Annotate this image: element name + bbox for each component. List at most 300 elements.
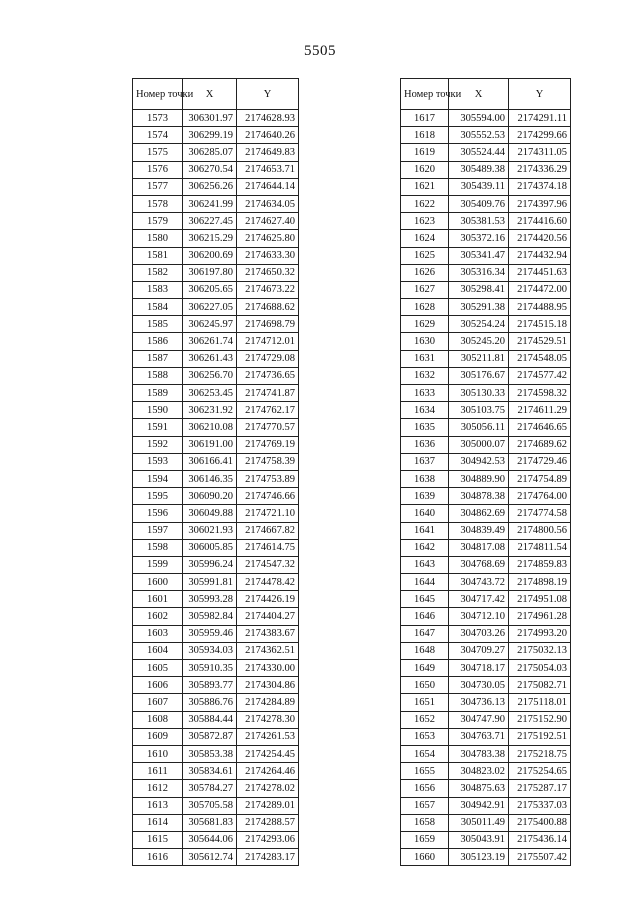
y-coordinate-cell: 2174293.06 xyxy=(237,831,299,848)
table-row xyxy=(133,281,299,298)
x-coordinate-cell: 304763.71 xyxy=(449,728,509,745)
header-y: Y xyxy=(237,79,299,110)
table-row xyxy=(133,574,299,591)
point-number-cell: 1625 xyxy=(401,247,449,264)
y-coordinate-cell: 2175054.03 xyxy=(509,660,571,677)
y-coordinate-cell: 2174628.93 xyxy=(237,110,299,127)
x-coordinate-cell: 304717.42 xyxy=(449,591,509,608)
point-number-cell: 1632 xyxy=(401,367,449,384)
y-coordinate-cell: 2174451.63 xyxy=(509,264,571,281)
point-number-cell: 1630 xyxy=(401,333,449,350)
x-coordinate-cell: 306261.74 xyxy=(183,333,237,350)
x-coordinate-cell: 305130.33 xyxy=(449,385,509,402)
y-coordinate-cell: 2174278.30 xyxy=(237,711,299,728)
point-number-cell: 1648 xyxy=(401,642,449,659)
point-number-cell: 1578 xyxy=(133,195,183,212)
table-row xyxy=(133,299,299,316)
x-coordinate-cell: 305409.76 xyxy=(449,195,509,212)
table-row xyxy=(133,470,299,487)
y-coordinate-cell: 2174614.75 xyxy=(237,539,299,556)
table-row xyxy=(133,849,299,866)
x-coordinate-cell: 305489.38 xyxy=(449,161,509,178)
y-coordinate-cell: 2174951.08 xyxy=(509,591,571,608)
y-coordinate-cell: 2174283.17 xyxy=(237,849,299,866)
table-row xyxy=(133,161,299,178)
x-coordinate-cell: 306210.08 xyxy=(183,419,237,436)
point-number-cell: 1582 xyxy=(133,264,183,281)
header-x: X xyxy=(449,79,509,110)
table-row xyxy=(133,745,299,762)
y-coordinate-cell: 2174673.22 xyxy=(237,281,299,298)
point-number-cell: 1589 xyxy=(133,385,183,402)
point-number-cell: 1641 xyxy=(401,522,449,539)
y-coordinate-cell: 2175032.13 xyxy=(509,642,571,659)
table-row xyxy=(401,505,571,522)
x-coordinate-cell: 305996.24 xyxy=(183,556,237,573)
point-number-cell: 1644 xyxy=(401,574,449,591)
table-row xyxy=(401,591,571,608)
y-coordinate-cell: 2174800.56 xyxy=(509,522,571,539)
x-coordinate-cell: 306299.19 xyxy=(183,127,237,144)
point-number-cell: 1657 xyxy=(401,797,449,814)
y-coordinate-cell: 2174577.42 xyxy=(509,367,571,384)
table-row xyxy=(133,333,299,350)
y-coordinate-cell: 2174644.14 xyxy=(237,178,299,195)
table-row xyxy=(401,814,571,831)
y-coordinate-cell: 2175400.88 xyxy=(509,814,571,831)
table-row xyxy=(401,110,571,127)
x-coordinate-cell: 306256.70 xyxy=(183,367,237,384)
point-number-cell: 1573 xyxy=(133,110,183,127)
point-number-cell: 1635 xyxy=(401,419,449,436)
y-coordinate-cell: 2174362.51 xyxy=(237,642,299,659)
table-row xyxy=(133,505,299,522)
x-coordinate-cell: 305011.49 xyxy=(449,814,509,831)
y-coordinate-cell: 2174288.57 xyxy=(237,814,299,831)
x-coordinate-cell: 305056.11 xyxy=(449,419,509,436)
y-coordinate-cell: 2174611.29 xyxy=(509,402,571,419)
point-number-cell: 1591 xyxy=(133,419,183,436)
table-row xyxy=(133,539,299,556)
point-number-cell: 1633 xyxy=(401,385,449,402)
point-number-cell: 1628 xyxy=(401,299,449,316)
y-coordinate-cell: 2174404.27 xyxy=(237,608,299,625)
x-coordinate-cell: 304783.38 xyxy=(449,745,509,762)
point-number-cell: 1590 xyxy=(133,402,183,419)
point-number-cell: 1659 xyxy=(401,831,449,848)
table-row xyxy=(401,316,571,333)
point-number-cell: 1624 xyxy=(401,230,449,247)
y-coordinate-cell: 2174336.29 xyxy=(509,161,571,178)
y-coordinate-cell: 2174764.00 xyxy=(509,488,571,505)
x-coordinate-cell: 305103.75 xyxy=(449,402,509,419)
header-x: X xyxy=(183,79,237,110)
y-coordinate-cell: 2174291.11 xyxy=(509,110,571,127)
table-row xyxy=(133,213,299,230)
table-row xyxy=(401,660,571,677)
x-coordinate-cell: 306285.07 xyxy=(183,144,237,161)
table-row xyxy=(401,385,571,402)
table-row xyxy=(133,608,299,625)
y-coordinate-cell: 2175436.14 xyxy=(509,831,571,848)
x-coordinate-cell: 304862.69 xyxy=(449,505,509,522)
x-coordinate-cell: 305552.53 xyxy=(449,127,509,144)
table-row xyxy=(133,127,299,144)
y-coordinate-cell: 2174304.86 xyxy=(237,677,299,694)
x-coordinate-cell: 304889.90 xyxy=(449,470,509,487)
point-number-cell: 1646 xyxy=(401,608,449,625)
table-row xyxy=(133,350,299,367)
point-number-cell: 1585 xyxy=(133,316,183,333)
y-coordinate-cell: 2174432.94 xyxy=(509,247,571,264)
x-coordinate-cell: 305372.16 xyxy=(449,230,509,247)
y-coordinate-cell: 2174488.95 xyxy=(509,299,571,316)
x-coordinate-cell: 304942.91 xyxy=(449,797,509,814)
table-row xyxy=(133,763,299,780)
x-coordinate-cell: 306005.85 xyxy=(183,539,237,556)
point-number-cell: 1617 xyxy=(401,110,449,127)
table-body-left xyxy=(133,110,299,866)
y-coordinate-cell: 2174416.60 xyxy=(509,213,571,230)
y-coordinate-cell: 2174769.19 xyxy=(237,436,299,453)
point-number-cell: 1596 xyxy=(133,505,183,522)
table-row xyxy=(401,127,571,144)
x-coordinate-cell: 306146.35 xyxy=(183,470,237,487)
point-number-cell: 1575 xyxy=(133,144,183,161)
x-coordinate-cell: 305934.03 xyxy=(183,642,237,659)
table-row xyxy=(133,642,299,659)
table-row xyxy=(401,333,571,350)
x-coordinate-cell: 305381.53 xyxy=(449,213,509,230)
table-row xyxy=(133,831,299,848)
table-row xyxy=(133,625,299,642)
y-coordinate-cell: 2174264.46 xyxy=(237,763,299,780)
x-coordinate-cell: 305000.07 xyxy=(449,436,509,453)
table-row xyxy=(133,556,299,573)
table-row xyxy=(401,402,571,419)
point-number-cell: 1606 xyxy=(133,677,183,694)
y-coordinate-cell: 2174289.01 xyxy=(237,797,299,814)
y-coordinate-cell: 2174529.51 xyxy=(509,333,571,350)
x-coordinate-cell: 304875.63 xyxy=(449,780,509,797)
y-coordinate-cell: 2174634.05 xyxy=(237,195,299,212)
point-number-cell: 1622 xyxy=(401,195,449,212)
table-row xyxy=(401,213,571,230)
point-number-cell: 1619 xyxy=(401,144,449,161)
point-number-cell: 1586 xyxy=(133,333,183,350)
y-coordinate-cell: 2174758.39 xyxy=(237,453,299,470)
table-row xyxy=(133,385,299,402)
x-coordinate-cell: 306261.43 xyxy=(183,350,237,367)
table-body-right xyxy=(401,110,571,866)
table-row xyxy=(401,161,571,178)
table-row xyxy=(401,281,571,298)
point-number-cell: 1649 xyxy=(401,660,449,677)
x-coordinate-cell: 305043.91 xyxy=(449,831,509,848)
table-row xyxy=(401,539,571,556)
table-row xyxy=(401,350,571,367)
y-coordinate-cell: 2174472.00 xyxy=(509,281,571,298)
table-row xyxy=(401,522,571,539)
point-number-cell: 1595 xyxy=(133,488,183,505)
x-coordinate-cell: 305612.74 xyxy=(183,849,237,866)
x-coordinate-cell: 305594.00 xyxy=(449,110,509,127)
table-row xyxy=(401,436,571,453)
table-row xyxy=(133,230,299,247)
table-row xyxy=(133,436,299,453)
point-number-cell: 1592 xyxy=(133,436,183,453)
point-number-cell: 1601 xyxy=(133,591,183,608)
table-row xyxy=(401,144,571,161)
y-coordinate-cell: 2175152.90 xyxy=(509,711,571,728)
point-number-cell: 1580 xyxy=(133,230,183,247)
table-row xyxy=(401,625,571,642)
y-coordinate-cell: 2174374.18 xyxy=(509,178,571,195)
point-number-cell: 1653 xyxy=(401,728,449,745)
header-point-number: Номер точки xyxy=(133,79,183,110)
x-coordinate-cell: 305853.38 xyxy=(183,745,237,762)
y-coordinate-cell: 2174627.40 xyxy=(237,213,299,230)
point-number-cell: 1638 xyxy=(401,470,449,487)
header-point-number: Номер точки xyxy=(401,79,449,110)
x-coordinate-cell: 306215.29 xyxy=(183,230,237,247)
x-coordinate-cell: 305991.81 xyxy=(183,574,237,591)
table-header-row xyxy=(133,79,299,110)
table-row xyxy=(401,849,571,866)
x-coordinate-cell: 304942.53 xyxy=(449,453,509,470)
point-number-cell: 1608 xyxy=(133,711,183,728)
y-coordinate-cell: 2175118.01 xyxy=(509,694,571,711)
y-coordinate-cell: 2175287.17 xyxy=(509,780,571,797)
x-coordinate-cell: 305884.44 xyxy=(183,711,237,728)
y-coordinate-cell: 2174712.01 xyxy=(237,333,299,350)
point-number-cell: 1605 xyxy=(133,660,183,677)
point-number-cell: 1651 xyxy=(401,694,449,711)
point-number-cell: 1636 xyxy=(401,436,449,453)
x-coordinate-cell: 304736.13 xyxy=(449,694,509,711)
point-number-cell: 1577 xyxy=(133,178,183,195)
x-coordinate-cell: 306227.05 xyxy=(183,299,237,316)
table-row xyxy=(133,264,299,281)
table-row xyxy=(133,797,299,814)
point-number-cell: 1614 xyxy=(133,814,183,831)
x-coordinate-cell: 304730.05 xyxy=(449,677,509,694)
point-number-cell: 1581 xyxy=(133,247,183,264)
y-coordinate-cell: 2174547.32 xyxy=(237,556,299,573)
y-coordinate-cell: 2175254.65 xyxy=(509,763,571,780)
x-coordinate-cell: 306256.26 xyxy=(183,178,237,195)
point-number-cell: 1621 xyxy=(401,178,449,195)
x-coordinate-cell: 305291.38 xyxy=(449,299,509,316)
table-row xyxy=(133,453,299,470)
point-number-cell: 1597 xyxy=(133,522,183,539)
y-coordinate-cell: 2174770.57 xyxy=(237,419,299,436)
table-row xyxy=(133,144,299,161)
point-number-cell: 1627 xyxy=(401,281,449,298)
point-number-cell: 1647 xyxy=(401,625,449,642)
y-coordinate-cell: 2174721.10 xyxy=(237,505,299,522)
x-coordinate-cell: 306021.93 xyxy=(183,522,237,539)
table-row xyxy=(133,694,299,711)
table-row xyxy=(133,780,299,797)
y-coordinate-cell: 2174646.65 xyxy=(509,419,571,436)
y-coordinate-cell: 2174330.00 xyxy=(237,660,299,677)
x-coordinate-cell: 305439.11 xyxy=(449,178,509,195)
table-row xyxy=(401,195,571,212)
point-number-cell: 1610 xyxy=(133,745,183,762)
table-row xyxy=(133,247,299,264)
table-row xyxy=(133,522,299,539)
y-coordinate-cell: 2175218.75 xyxy=(509,745,571,762)
x-coordinate-cell: 304743.72 xyxy=(449,574,509,591)
table-row xyxy=(401,728,571,745)
x-coordinate-cell: 305893.77 xyxy=(183,677,237,694)
y-coordinate-cell: 2174762.17 xyxy=(237,402,299,419)
point-number-cell: 1576 xyxy=(133,161,183,178)
point-number-cell: 1598 xyxy=(133,539,183,556)
table-row xyxy=(401,230,571,247)
x-coordinate-cell: 305524.44 xyxy=(449,144,509,161)
point-number-cell: 1652 xyxy=(401,711,449,728)
table-header-row xyxy=(401,79,571,110)
x-coordinate-cell: 304839.49 xyxy=(449,522,509,539)
table-row xyxy=(401,608,571,625)
y-coordinate-cell: 2174774.58 xyxy=(509,505,571,522)
table-row xyxy=(133,402,299,419)
y-coordinate-cell: 2174649.83 xyxy=(237,144,299,161)
x-coordinate-cell: 306049.88 xyxy=(183,505,237,522)
table-row xyxy=(401,831,571,848)
point-number-cell: 1629 xyxy=(401,316,449,333)
y-coordinate-cell: 2174754.89 xyxy=(509,470,571,487)
point-number-cell: 1658 xyxy=(401,814,449,831)
point-number-cell: 1654 xyxy=(401,745,449,762)
x-coordinate-cell: 305123.19 xyxy=(449,849,509,866)
y-coordinate-cell: 2174426.19 xyxy=(237,591,299,608)
x-coordinate-cell: 305834.61 xyxy=(183,763,237,780)
point-number-cell: 1587 xyxy=(133,350,183,367)
x-coordinate-cell: 304709.27 xyxy=(449,642,509,659)
y-coordinate-cell: 2174311.05 xyxy=(509,144,571,161)
table-row xyxy=(133,110,299,127)
point-number-cell: 1620 xyxy=(401,161,449,178)
point-number-cell: 1626 xyxy=(401,264,449,281)
y-coordinate-cell: 2174625.80 xyxy=(237,230,299,247)
x-coordinate-cell: 306241.99 xyxy=(183,195,237,212)
table-row xyxy=(401,470,571,487)
x-coordinate-cell: 306270.54 xyxy=(183,161,237,178)
table-row xyxy=(401,642,571,659)
table-row xyxy=(401,367,571,384)
header-y: Y xyxy=(509,79,571,110)
point-number-cell: 1602 xyxy=(133,608,183,625)
x-coordinate-cell: 305341.47 xyxy=(449,247,509,264)
table-row xyxy=(133,367,299,384)
x-coordinate-cell: 305959.46 xyxy=(183,625,237,642)
y-coordinate-cell: 2174653.71 xyxy=(237,161,299,178)
point-number-cell: 1603 xyxy=(133,625,183,642)
point-number-cell: 1642 xyxy=(401,539,449,556)
point-number-cell: 1588 xyxy=(133,367,183,384)
y-coordinate-cell: 2174898.19 xyxy=(509,574,571,591)
y-coordinate-cell: 2174515.18 xyxy=(509,316,571,333)
table-row xyxy=(401,763,571,780)
y-coordinate-cell: 2174729.46 xyxy=(509,453,571,470)
x-coordinate-cell: 306227.45 xyxy=(183,213,237,230)
y-coordinate-cell: 2174397.96 xyxy=(509,195,571,212)
table-row xyxy=(133,728,299,745)
x-coordinate-cell: 305886.76 xyxy=(183,694,237,711)
x-coordinate-cell: 305245.20 xyxy=(449,333,509,350)
y-coordinate-cell: 2174688.62 xyxy=(237,299,299,316)
table-row xyxy=(401,694,571,711)
x-coordinate-cell: 304718.17 xyxy=(449,660,509,677)
coordinates-table-right xyxy=(400,78,571,866)
table-row xyxy=(133,488,299,505)
x-coordinate-cell: 305872.87 xyxy=(183,728,237,745)
point-number-cell: 1618 xyxy=(401,127,449,144)
x-coordinate-cell: 304768.69 xyxy=(449,556,509,573)
x-coordinate-cell: 305254.24 xyxy=(449,316,509,333)
point-number-cell: 1593 xyxy=(133,453,183,470)
y-coordinate-cell: 2174859.83 xyxy=(509,556,571,573)
x-coordinate-cell: 305316.34 xyxy=(449,264,509,281)
y-coordinate-cell: 2174753.89 xyxy=(237,470,299,487)
x-coordinate-cell: 305910.35 xyxy=(183,660,237,677)
y-coordinate-cell: 2174741.87 xyxy=(237,385,299,402)
table-row xyxy=(401,797,571,814)
table-row xyxy=(133,660,299,677)
x-coordinate-cell: 305784.27 xyxy=(183,780,237,797)
y-coordinate-cell: 2174254.45 xyxy=(237,745,299,762)
table-row xyxy=(401,247,571,264)
x-coordinate-cell: 306301.97 xyxy=(183,110,237,127)
table-row xyxy=(401,745,571,762)
table-row xyxy=(401,488,571,505)
point-number-cell: 1650 xyxy=(401,677,449,694)
table-row xyxy=(133,677,299,694)
table-row xyxy=(133,419,299,436)
point-number-cell: 1616 xyxy=(133,849,183,866)
x-coordinate-cell: 306231.92 xyxy=(183,402,237,419)
point-number-cell: 1634 xyxy=(401,402,449,419)
table-row xyxy=(133,178,299,195)
y-coordinate-cell: 2174640.26 xyxy=(237,127,299,144)
y-coordinate-cell: 2175082.71 xyxy=(509,677,571,694)
x-coordinate-cell: 305298.41 xyxy=(449,281,509,298)
x-coordinate-cell: 304712.10 xyxy=(449,608,509,625)
x-coordinate-cell: 305644.06 xyxy=(183,831,237,848)
y-coordinate-cell: 2174667.82 xyxy=(237,522,299,539)
x-coordinate-cell: 304703.26 xyxy=(449,625,509,642)
point-number-cell: 1583 xyxy=(133,281,183,298)
y-coordinate-cell: 2175337.03 xyxy=(509,797,571,814)
table-row xyxy=(401,556,571,573)
point-number-cell: 1579 xyxy=(133,213,183,230)
y-coordinate-cell: 2174698.79 xyxy=(237,316,299,333)
y-coordinate-cell: 2174689.62 xyxy=(509,436,571,453)
x-coordinate-cell: 305211.81 xyxy=(449,350,509,367)
table-row xyxy=(401,178,571,195)
table-row xyxy=(401,677,571,694)
point-number-cell: 1615 xyxy=(133,831,183,848)
x-coordinate-cell: 306166.41 xyxy=(183,453,237,470)
table-row xyxy=(401,419,571,436)
point-number-cell: 1584 xyxy=(133,299,183,316)
x-coordinate-cell: 305982.84 xyxy=(183,608,237,625)
y-coordinate-cell: 2174278.02 xyxy=(237,780,299,797)
point-number-cell: 1655 xyxy=(401,763,449,780)
